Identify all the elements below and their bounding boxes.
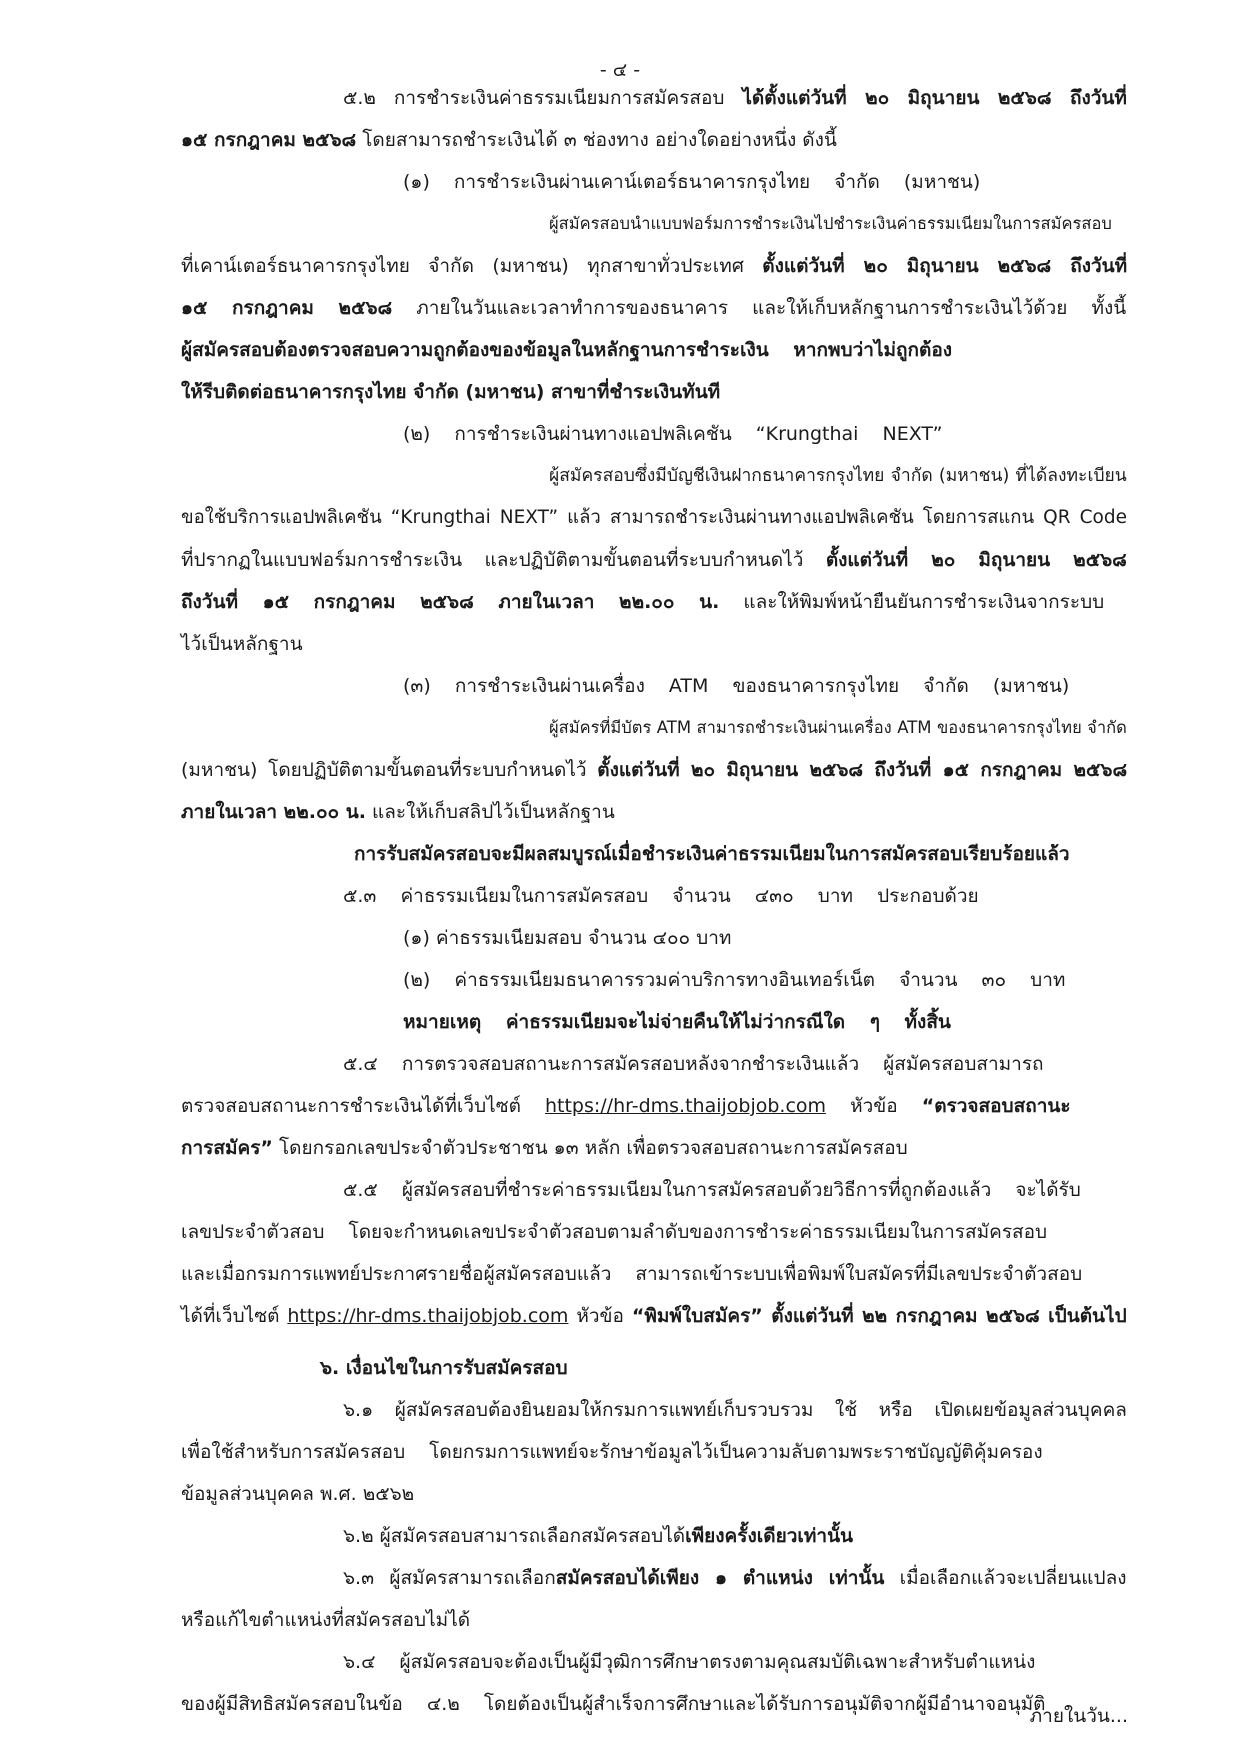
text-line: [181, 589, 1104, 615]
text-run: โดยสามารถชำระเงินได้ ๓ ช่องทาง อย่างใดอย่างหนึ่ง ดังนี้: [356, 129, 837, 151]
text-run: (๓) การชำระเงินผ่านเครื่อง ATM ของธนาคารกรุงไทย จำกัด (มหาชน): [403, 675, 1070, 697]
text-run: หัวข้อ: [826, 1095, 922, 1117]
text-line: [181, 1691, 1045, 1717]
text-line: [181, 799, 615, 825]
text-line: [403, 673, 1069, 699]
text-run: และให้พิมพ์หน้ายืนยันการชำระเงินจากระบบ: [719, 591, 1105, 613]
text-run: ๕.๒ การชำระเงินค่าธรรมเนียมการสมัครสอบ: [343, 87, 743, 109]
text-line: [181, 1439, 1043, 1465]
text-run: (๑) ค่าธรรมเนียมสอบ จำนวน ๔๐๐ บาท: [403, 927, 732, 949]
text-run: ถึงวันที่ ๑๕ กรกฎาคม ๒๕๖๘ ภายในเวลา ๒๒.๐๐ น.: [181, 591, 720, 613]
text-run: ข้อมูลส่วนบุคคล พ.ศ. ๒๕๖๒: [181, 1483, 415, 1505]
text-run: สมัครสอบได้เพียง ๑ ตำแหน่ง เท่านั้น: [555, 1567, 885, 1589]
text-run: และให้เก็บสลิปไว้เป็นหลักฐาน: [365, 801, 615, 823]
text-run: ภายในเวลา ๒๒.๐๐ น.: [181, 801, 366, 823]
text-run: ๑๕ กรกฎาคม ๒๕๖๘: [181, 129, 357, 151]
text-line: [549, 211, 1112, 237]
text-line: [549, 463, 1127, 489]
text-run: (๑) การชำระเงินผ่านเคาน์เตอร์ธนาคารกรุงไทย จำกัด (มหาชน): [403, 171, 981, 193]
text-run: เพียงครั้งเดียวเท่านั้น: [685, 1525, 854, 1547]
text-line: [181, 631, 303, 657]
text-run: ที่เคาน์เตอร์ธนาคารกรุงไทย จำกัด (มหาชน) ทุกสาขาทั่วประเทศ: [181, 255, 763, 277]
text-line: [403, 421, 942, 447]
text-line: [181, 1093, 1071, 1119]
text-run: การรับสมัครสอบจะมีผลสมบูรณ์เมื่อชำระเงินค่าธรรมเนียมในการสมัครสอบเรียบร้อยแล้ว: [354, 843, 1070, 865]
text-run: และเมื่อกรมการแพทย์ประกาศรายชื่อผู้สมัครสอบแล้ว สามารถเข้าระบบเพื่อพิมพ์ใบสมัครที่มีเลขประจำตัวสอบ: [181, 1263, 1083, 1285]
text-run: ผู้สมัครสอบซึ่งมีบัญชีเงินฝากธนาคารกรุงไทย จำกัด (มหาชน) ที่ได้ลงทะเบียน: [549, 466, 1127, 486]
url-link[interactable]: https://hr-dms.thaijobjob.com: [287, 1305, 569, 1327]
text-run: ๕.๔ การตรวจสอบสถานะการสมัครสอบหลังจากชำระเงินแล้ว ผู้สมัครสอบสามารถ: [343, 1053, 1044, 1075]
page-number: - ๔ -: [599, 59, 641, 81]
text-run: ตั้งแต่วันที่ ๒๐ มิถุนายน ๒๕๖๘ ถึงวันที่: [762, 255, 1128, 277]
text-run: (มหาชน) โดยปฏิบัติตามขั้นตอนที่ระบบกำหนดไว้: [181, 759, 598, 781]
text-run: ตั้งแต่วันที่ ๒๐ มิถุนายน ๒๕๖๘ ถึงวันที่ ๑๕ กรกฎาคม ๒๕๖๘: [597, 759, 1128, 781]
text-run: โดยกรอกเลขประจำตัวประชาชน ๑๓ หลัก เพื่อตรวจสอบสถานะการสมัครสอบ: [272, 1137, 908, 1159]
text-run: “พิมพ์ใบสมัคร” ตั้งแต่วันที่ ๒๒ กรกฎาคม ๒๕๖๘ เป็นต้นไป: [631, 1305, 1127, 1327]
text-run: ตั้งแต่วันที่ ๒๐ มิถุนายน ๒๕๖๘: [825, 549, 1127, 571]
text-line: [343, 1565, 1127, 1591]
text-run: หมายเหตุ ค่าธรรมเนียมจะไม่จ่ายคืนให้ไม่ว่ากรณีใด ๆ ทั้งสิ้น: [403, 1011, 951, 1033]
text-run: เพื่อใช้สำหรับการสมัครสอบ โดยกรมการแพทย์จะรักษาข้อมูลไว้เป็นความลับตามพระราชบัญญัติคุ้มครอง: [181, 1441, 1043, 1463]
text-run: ๖.๔ ผู้สมัครสอบจะต้องเป็นผู้มีวุฒิการศึกษาตรงตามคุณสมบัติเฉพาะสำหรับตำแหน่ง: [343, 1651, 1036, 1673]
text-run: ขอใช้บริการแอปพลิเคชัน “Krungthai NEXT” แล้ว สามารถชำระเงินผ่านทางแอปพลิเคชัน โดยการสแกน QR Code: [181, 507, 1127, 528]
text-run: หัวข้อ: [568, 1305, 632, 1327]
text-line: [354, 841, 1070, 867]
text-run: ๖.๑ ผู้สมัครสอบต้องยินยอมให้กรมการแพทย์เก็บรวบรวม ใช้ หรือ เปิดเผยข้อมูลส่วนบุคคล: [343, 1399, 1127, 1421]
text-run: ๑๕ กรกฎาคม ๒๕๖๘: [181, 297, 393, 319]
text-run: ๕.๓ ค่าธรรมเนียมในการสมัครสอบ จำนวน ๔๓๐ บาท ประกอบด้วย: [343, 885, 979, 907]
text-line: [343, 1523, 853, 1549]
continuation-note: ภายในวัน...: [1029, 1705, 1128, 1727]
text-run: ผู้สมัครสอบนำแบบฟอร์มการชำระเงินไปชำระเงินค่าธรรมเนียมในการสมัครสอบ: [549, 214, 1112, 233]
text-line: [181, 1135, 908, 1161]
text-line: [181, 295, 1126, 321]
text-run: เมื่อเลือกแล้วจะเปลี่ยนแปลง: [884, 1567, 1127, 1589]
text-line: [343, 883, 979, 909]
text-line: [343, 1397, 1127, 1423]
text-run: ของผู้มีสิทธิสมัครสอบในข้อ ๔.๒ โดยต้องเป็นผู้สำเร็จการศึกษาและได้รับการอนุมัติจากผู้มีอำนาจอนุมัติ: [181, 1693, 1046, 1715]
text-run: ตรวจสอบสถานะการชำระเงินได้ที่เว็บไซต์: [181, 1095, 545, 1117]
text-line: [343, 85, 1127, 111]
text-run: (๒) การชำระเงินผ่านทางแอปพลิเคชัน “Krungthai NEXT”: [403, 423, 943, 445]
text-line: [181, 127, 837, 153]
text-run: ๕.๕ ผู้สมัครสอบที่ชำระค่าธรรมเนียมในการสมัครสอบด้วยวิธีการที่ถูกต้องแล้ว จะได้รับ: [343, 1179, 1081, 1201]
text-line: [181, 1303, 1127, 1329]
text-run: หรือแก้ไขตำแหน่งที่สมัครสอบไม่ได้: [181, 1609, 471, 1631]
text-run: ๖.๒ ผู้สมัครสอบสามารถเลือกสมัครสอบได้: [343, 1525, 686, 1547]
text-line: [343, 1649, 1035, 1675]
text-line: [181, 1219, 1047, 1245]
text-run: ๖.๓ ผู้สมัครสามารถเลือก: [343, 1567, 556, 1589]
text-run: ๖. เงื่อนไขในการรับสมัครสอบ: [320, 1357, 568, 1379]
text-run: ผู้สมัครที่มีบัตร ATM สามารถชำระเงินผ่านเครื่อง ATM ของธนาคารกรุงไทย จำกัด: [549, 718, 1127, 737]
text-line: [181, 1607, 470, 1633]
text-run: ให้รีบติดต่อธนาคารกรุงไทย จำกัด (มหาชน) สาขาที่ชำระเงินทันที: [181, 381, 721, 403]
text-run: ผู้สมัครสอบต้องตรวจสอบความถูกต้องของข้อมูลในหลักฐานการชำระเงิน หากพบว่าไม่ถูกต้อง: [181, 339, 953, 361]
text-line: [403, 967, 1065, 993]
text-line: [403, 1009, 951, 1035]
text-run: ได้ตั้งแต่วันที่ ๒๐ มิถุนายน ๒๕๖๘ ถึงวันที่: [742, 87, 1127, 109]
text-run: ภายในวันและเวลาทำการของธนาคาร และให้เก็บหลักฐานการชำระเงินไว้ด้วย ทั้งนี้: [392, 297, 1127, 319]
text-line: [181, 1481, 414, 1507]
text-run: การสมัคร”: [181, 1137, 273, 1159]
url-link[interactable]: https://hr-dms.thaijobjob.com: [544, 1095, 827, 1117]
text-line: [181, 379, 720, 405]
text-line: [403, 169, 980, 195]
text-line: [181, 547, 1127, 573]
text-line: [181, 505, 1127, 531]
text-line: [181, 757, 1127, 783]
text-line: [320, 1355, 568, 1381]
text-line: [181, 337, 952, 363]
text-run: “ตรวจสอบสถานะ: [921, 1095, 1071, 1117]
text-run: เลขประจำตัวสอบ โดยจะกำหนดเลขประจำตัวสอบตามลำดับของการชำระค่าธรรมเนียมในการสมัครสอบ: [181, 1221, 1048, 1243]
text-line: [181, 253, 1127, 279]
text-run: ที่ปรากฏในแบบฟอร์มการชำระเงิน และปฏิบัติตามขั้นตอนที่ระบบกำหนดไว้: [181, 549, 826, 571]
text-run: ได้ที่เว็บไซต์: [181, 1305, 288, 1327]
text-line: [343, 1177, 1081, 1203]
text-run: ไว้เป็นหลักฐาน: [181, 633, 303, 655]
text-run: (๒) ค่าธรรมเนียมธนาคารรวมค่าบริการทางอินเทอร์เน็ต จำนวน ๓๐ บาท: [403, 969, 1066, 991]
text-line: [403, 925, 731, 951]
text-line: [343, 1051, 1044, 1077]
text-line: [549, 715, 1127, 741]
text-line: [181, 1261, 1082, 1287]
